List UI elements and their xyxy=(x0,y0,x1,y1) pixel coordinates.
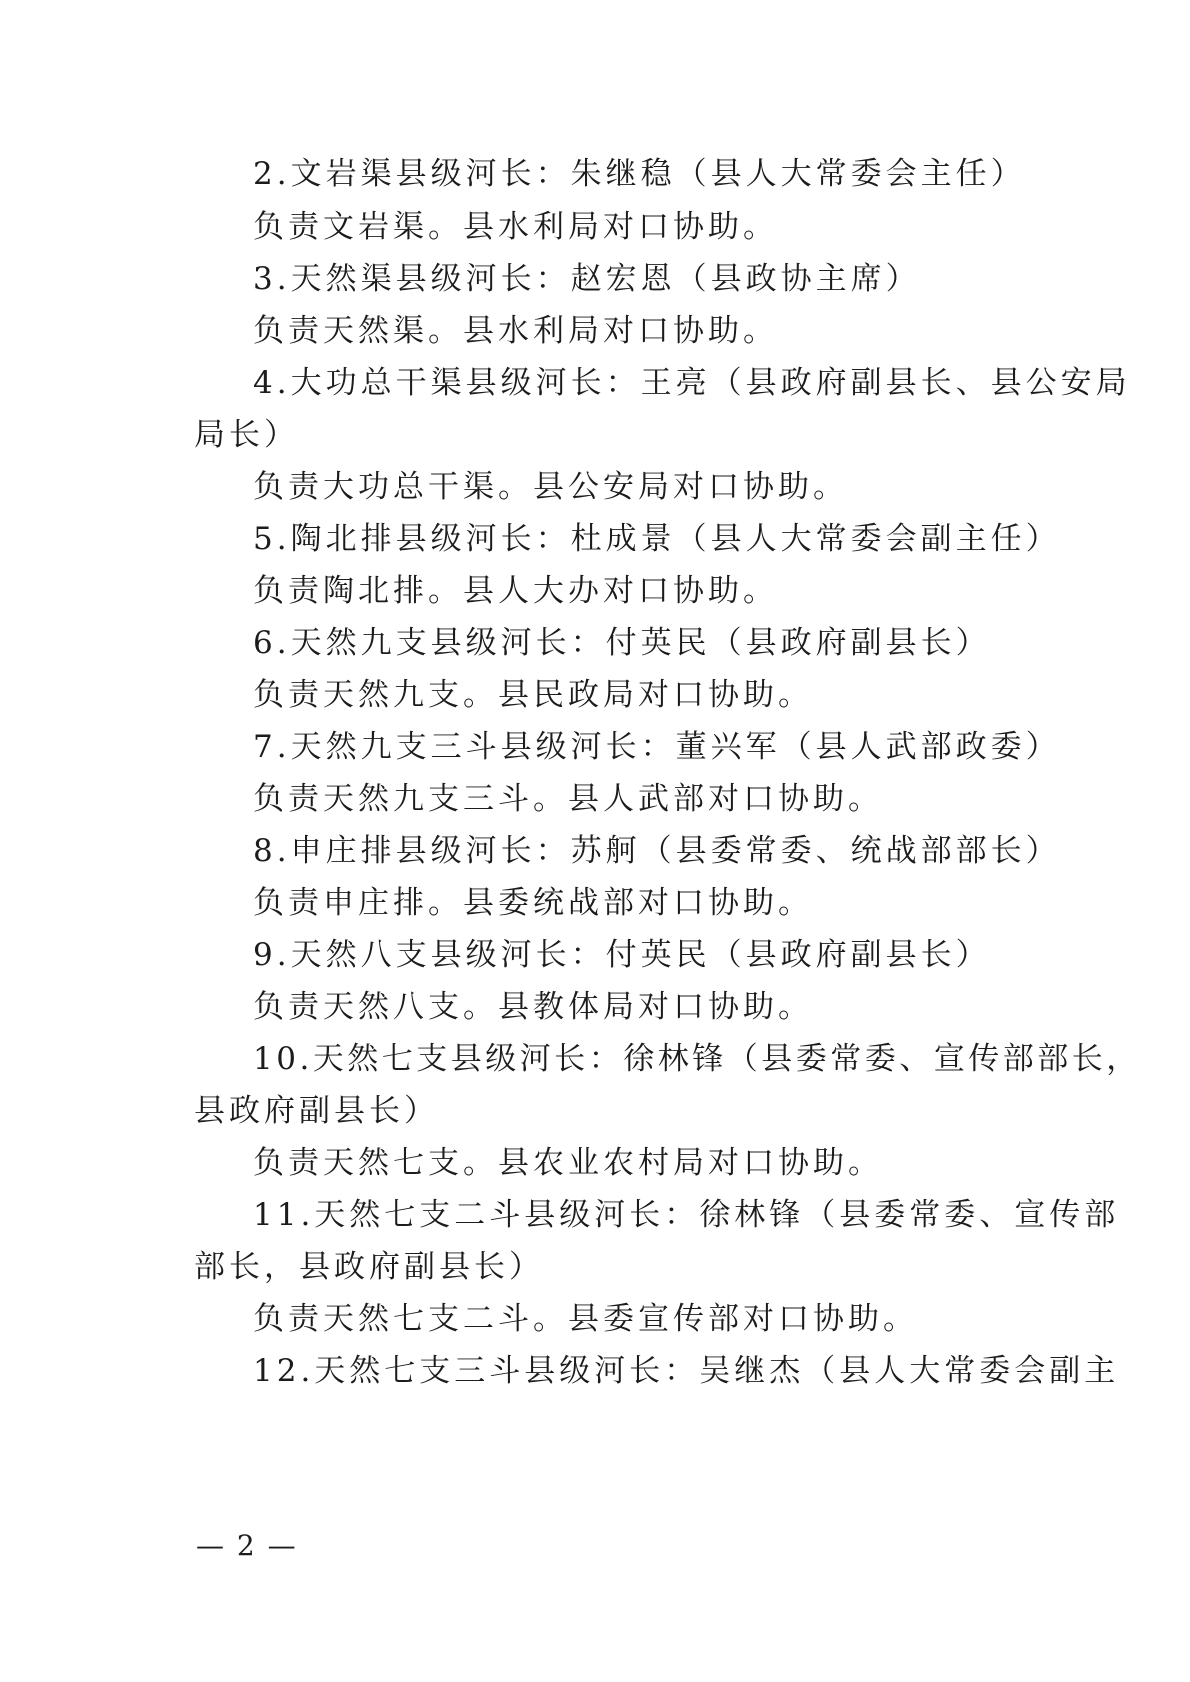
item-6-title: 6.天然九支县级河长：付英民（县政府副县长） xyxy=(253,625,991,661)
page-number: — 2 — xyxy=(196,1529,298,1562)
item-4-title: 4.大功总干渠县级河长：王亮（县政府副县长、县公安局 xyxy=(253,365,1131,401)
item-10-title: 10.天然七支县级河长：徐林锋（县委常委、宣传部部长， xyxy=(253,1041,1141,1077)
item-3-title: 3.天然渠县级河长：赵宏恩（县政协主席） xyxy=(253,261,921,297)
item-10-detail: 负责天然七支。县农业农村局对口协助。 xyxy=(253,1145,883,1181)
item-12-title: 12.天然七支三斗县级河长：吴继杰（县人大常委会副主 xyxy=(253,1353,1120,1389)
item-5-title: 5.陶北排县级河长：杜成景（县人大常委会副主任） xyxy=(253,521,1061,557)
item-7-title: 7.天然九支三斗县级河长：董兴军（县人武部政委） xyxy=(253,729,1061,765)
item-4-detail: 负责大功总干渠。县公安局对口协助。 xyxy=(253,469,848,505)
item-5-detail: 负责陶北排。县人大办对口协助。 xyxy=(253,573,778,609)
item-9-title: 9.天然八支县级河长：付英民（县政府副县长） xyxy=(253,937,991,973)
item-6-detail: 负责天然九支。县民政局对口协助。 xyxy=(253,677,813,713)
item-7-detail: 负责天然九支三斗。县人武部对口协助。 xyxy=(253,781,883,817)
item-11-detail: 负责天然七支二斗。县委宣传部对口协助。 xyxy=(253,1301,918,1337)
item-3-detail: 负责天然渠。县水利局对口协助。 xyxy=(253,313,778,349)
item-8-title: 8.申庄排县级河长：苏舸（县委常委、统战部部长） xyxy=(253,833,1061,869)
item-4-title-cont: 局长） xyxy=(194,417,299,453)
item-2-title: 2.文岩渠县级河长：朱继稳（县人大常委会主任） xyxy=(253,156,1026,192)
item-11-title-cont: 部长，县政府副县长） xyxy=(194,1249,544,1285)
item-8-detail: 负责申庄排。县委统战部对口协助。 xyxy=(253,885,813,921)
item-9-detail: 负责天然八支。县教体局对口协助。 xyxy=(253,989,813,1025)
item-10-title-cont: 县政府副县长） xyxy=(194,1093,439,1129)
item-2-detail: 负责文岩渠。县水利局对口协助。 xyxy=(253,209,778,245)
item-11-title: 11.天然七支二斗县级河长：徐林锋（县委常委、宣传部 xyxy=(253,1197,1120,1233)
